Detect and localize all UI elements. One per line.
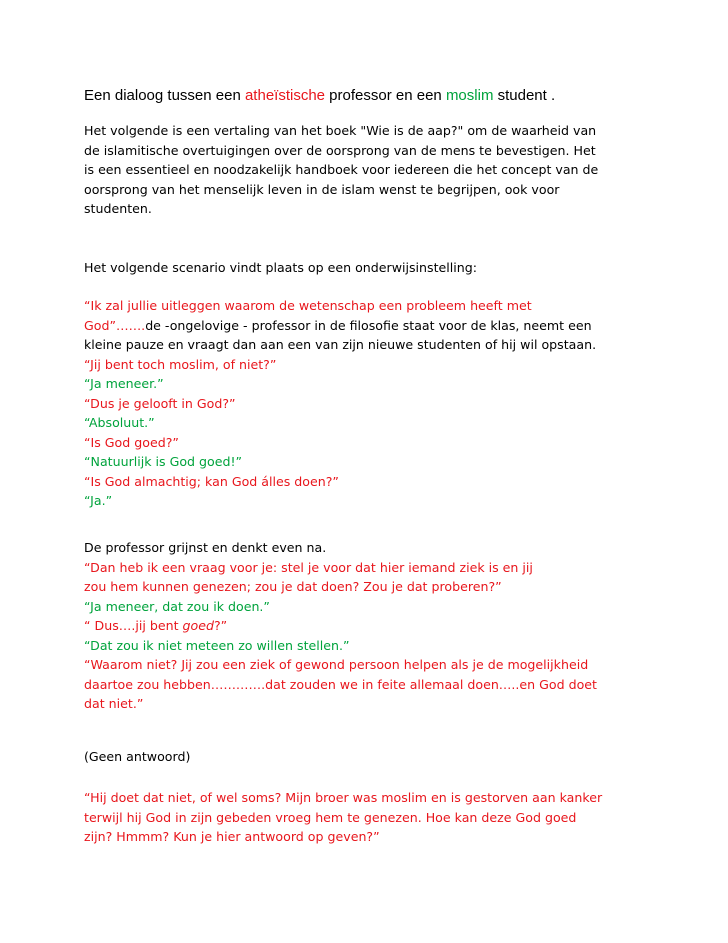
dialog-block-3 <box>84 788 684 847</box>
scenario-paragraph <box>84 258 684 278</box>
dialog-line-professor: “Is God goed?” <box>84 434 179 450</box>
intro-line: Het volgende is een vertaling van het boek "Wie is de aap?" om de waarheid van <box>84 123 597 138</box>
intro-paragraph <box>84 121 684 219</box>
dialog-line-professor: “Is God almachtig; kan God álles doen?” <box>84 473 339 489</box>
title-part-1: Een dialoog tussen een <box>84 87 245 104</box>
title-part-3: student . <box>493 87 556 104</box>
dialog-line-professor: “Dus je gelooft in God?” <box>84 395 236 411</box>
narration-text: kleine pauze en vraagt dan aan een van zijn nieuwe studenten of hij wil opstaan. <box>84 337 597 352</box>
dialog-line-professor: dat niet.” <box>84 696 144 711</box>
dialog-line-professor: “ Dus….jij bent <box>84 618 183 633</box>
dialog-line-professor: “Ik zal jullie uitleggen waarom de wetenschap een probleem heeft met <box>84 298 532 313</box>
dialog-line-professor: “Hij doet dat niet, of wel soms? Mijn broer was moslim en is gestorven aan kanker <box>84 790 603 805</box>
narration-text: De professor grijnst en denkt even na. <box>84 540 327 555</box>
dialog-line-student: “Ja meneer, dat zou ik doen.” <box>84 598 270 614</box>
dialog-line-professor: ?” <box>213 618 228 633</box>
dialog-line-professor: zijn? Hmmm? Kun je hier antwoord op geven?” <box>84 829 380 844</box>
intro-line: oorsprong van het menselijk leven in de islam wenst te begrijpen, ook voor <box>84 181 560 197</box>
dialog-line-professor: “Jij bent toch moslim, of niet?” <box>84 356 277 372</box>
title-atheist-word: atheïstische <box>244 87 326 104</box>
document-title <box>84 86 555 106</box>
scenario-line: Het volgende scenario vindt plaats op een onderwijsinstelling: <box>84 260 477 275</box>
dialog-block-1 <box>84 296 684 511</box>
dialog-line-professor: “Waarom niet? Jij zou een ziek of gewond persoon helpen als je de mogelijkheid <box>84 657 589 672</box>
dialog-line-student: “Dat zou ik niet meteen zo willen stellen.” <box>84 637 350 653</box>
intro-line: studenten. <box>84 201 152 216</box>
intro-line: de islamitische overtuigingen over de oorsprong van de mens te bevestigen. Het <box>84 142 596 158</box>
title-moslim-word: moslim <box>445 87 494 104</box>
dialog-line-student: “Natuurlijk is God goed!” <box>84 454 243 469</box>
dialog-line-student: “Ja.” <box>84 493 113 508</box>
dialog-line-professor: terwijl hij God in zijn gebeden vroeg hem te genezen. Hoe kan deze God goed <box>84 809 577 825</box>
dialog-line-professor: “Dan heb ik een vraag voor je: stel je voor dat hier iemand ziek is en jij <box>84 559 533 575</box>
dialog-line-professor: daartoe zou hebben………….dat zouden we in feite allemaal doen…..en God doet <box>84 676 597 692</box>
no-answer-paragraph <box>84 747 684 767</box>
dialog-line-student: “Absoluut.” <box>84 415 155 430</box>
emphasis-word: goed <box>182 618 214 633</box>
intro-line: is een essentieel en noodzakelijk handboek voor iedereen die het concept van de <box>84 162 599 177</box>
narration-text: de -ongelovige - professor in de filosofie staat voor de klas, neemt een <box>145 317 592 333</box>
dialog-block-2 <box>84 538 684 714</box>
dialog-line-professor: zou hem kunnen genezen; zou je dat doen? Zou je dat proberen?” <box>84 579 502 594</box>
narration-text: (Geen antwoord) <box>84 749 191 764</box>
title-part-2: professor en een <box>325 87 446 104</box>
dialog-line-student: “Ja meneer.” <box>84 376 164 391</box>
dialog-line-professor: God”……. <box>84 317 146 333</box>
